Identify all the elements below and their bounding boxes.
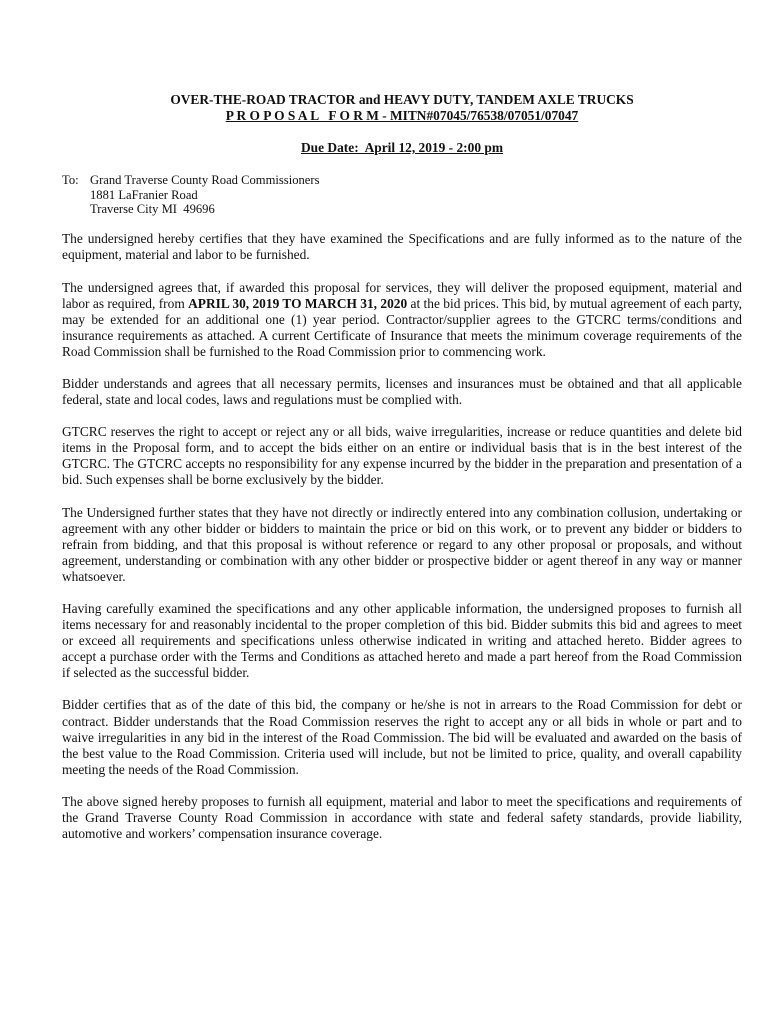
- document-title: [62, 92, 742, 123]
- address-line-street: 1881 LaFranier Road: [90, 187, 198, 202]
- paragraph-collusion: The Undersigned further states that they have not directly or indirectly entered into any combination collusion, undertaking or agreement with any other bidder or bidders to maintain the price or bid on this work, or to prevent any bidder or bidders to refrain from bidding, and that this proposal is without reference or regard to any other proposal or proposals, and without agreement, understanding or combination with any other bidder or prospective bidder or agent thereof in any way or manner whatsoever.: [62, 504, 742, 584]
- agreement-period: APRIL 30, 2019 TO MARCH 31, 2020: [188, 295, 408, 311]
- title-line-1: OVER-THE-ROAD TRACTOR and HEAVY DUTY, TANDEM AXLE TRUCKS: [170, 92, 634, 107]
- recipient-label: To:: [62, 173, 79, 188]
- paragraph-compliance: The above signed hereby proposes to furnish all equipment, material and labor to meet the specifications and requirements of the Grand Traverse County Road Commission in accordance with state and federal safety standards, provide liability, automotive and workers’ compensation insurance coverage.: [62, 793, 742, 842]
- title-line-2: P R O P O S A L F O R M - MITN#07045/76538/07051/07047: [225, 107, 579, 123]
- paragraph-arrears: Bidder certifies that as of the date of this bid, the company or he/she is not in arrears to the Road Commission for debt or contract. Bidder understands that the Road Commission reserves the right to accept any or all bids in whole or part and to waive irregularities in any bid in the interest of the Road Commission. The bid will be evaluated and awarded on the basis of the best value to the Road Commission. Criteria used will include, but not be limited to price, quality, and overall capability meeting the needs of the Road Commission.: [62, 697, 742, 777]
- paragraph-examination: Having carefully examined the specifications and any other applicable information, the undersigned proposes to furnish all items necessary for and reasonably incidental to the proper completion of this bid. Bidder submits this bid and agrees to meet or exceed all requirements and specifications unless otherwise indicated in writing and attached hereto. Bidder agrees to accept a purchase order with the Terms and Conditions as attached hereto and made a part hereof from the Road Commission if selected as the successful bidder.: [62, 601, 742, 681]
- address-lines: [90, 173, 319, 216]
- address-line-name: Grand Traverse County Road Commissioners: [90, 173, 320, 188]
- address-line-city: Traverse City MI 49696: [90, 201, 215, 216]
- paragraph-reservation: GTCRC reserves the right to accept or reject any or all bids, waive irregularities, increase or reduce quantities and delete bid items in the Proposal form, and to accept the bids either on an entire or individual basis that is in the best interest of the GTCRC. The GTCRC accepts no responsibility for any expense incurred by the bidder in the preparation and presentation of a bid. Such expenses shall be borne exclusively by the bidder.: [62, 424, 742, 488]
- agreement-text-end: at the bid prices. This bid, by mutual agreement of each party, may be extended for an additional one (1) year period. Contractor/supplier agrees to the GTCRC terms/conditions and insurance requirements as attached. A current Certificate of Insurance that meets the minimum coverage requirements of the Road Commission shall be furnished to the Road Commission prior to commencing work.: [62, 295, 742, 359]
- due-date: Due Date: April 12, 2019 - 2:00 pm: [301, 140, 503, 155]
- paragraph-certification: The undersigned hereby certifies that they have examined the Specifications and are fully informed as to the nature of the equipment, material and labor to be furnished.: [62, 231, 742, 263]
- paragraph-agreement: [62, 280, 742, 360]
- paragraph-permits: Bidder understands and agrees that all necessary permits, licenses and insurances must be obtained and that all applicable federal, state and local codes, laws and regulations must be complied with.: [62, 375, 742, 408]
- recipient-address: [62, 173, 742, 216]
- proposal-form-page: [62, 92, 742, 858]
- agreement-text-start: The undersigned agrees that, if awarded this proposal for services, they will deliver the proposed equipment, material and labor as required, from: [62, 279, 742, 311]
